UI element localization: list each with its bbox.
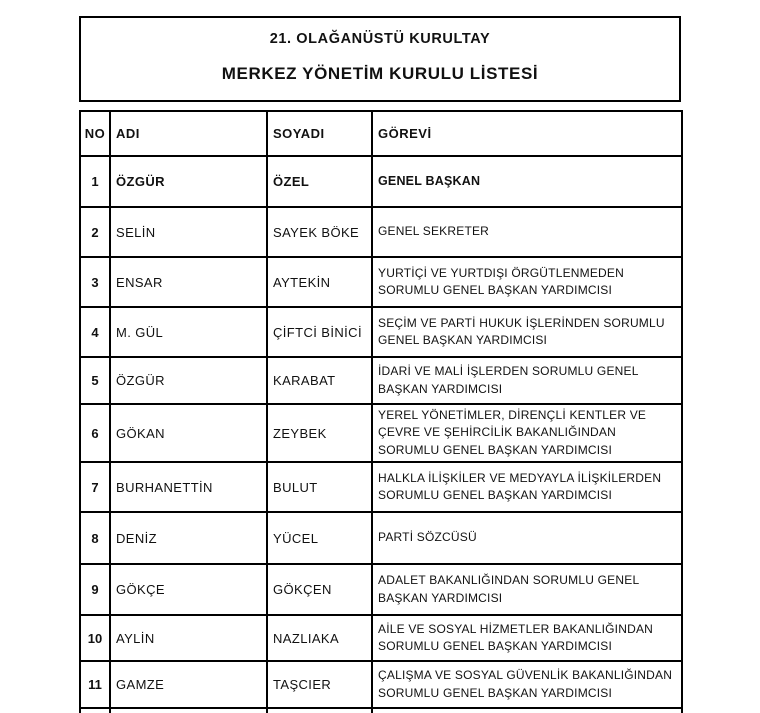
first-name: ENSAR: [110, 257, 267, 307]
table-body: [80, 156, 682, 713]
duty: YEREL YÖNETİMLER, DİRENÇLİ KENTLER VE ÇEVRE VE ŞEHİRCİLİK BAKANLIĞINDAN SORUMLU GENEL BAŞKAN YARDIMCISI: [372, 404, 682, 462]
duty: GENEL SEKRETER: [372, 207, 682, 257]
row-number: 6: [80, 404, 110, 462]
row-number: [80, 708, 110, 713]
table-row: [80, 462, 682, 512]
duty: PARTİ SÖZCÜSÜ: [372, 512, 682, 564]
table-row: [80, 156, 682, 207]
duty: ADALET BAKANLIĞINDAN SORUMLU GENEL BAŞKAN YARDIMCISI: [372, 564, 682, 615]
first-name: AYLİN: [110, 615, 267, 661]
table-row: [80, 207, 682, 257]
row-number: 7: [80, 462, 110, 512]
first-name: GÖKAN: [110, 404, 267, 462]
first-name: BURHANETTİN: [110, 462, 267, 512]
table-row: [80, 661, 682, 708]
column-header-adi: ADI: [110, 111, 267, 156]
duty: SEÇİM VE PARTİ HUKUK İŞLERİNDEN SORUMLU GENEL BAŞKAN YARDIMCISI: [372, 307, 682, 357]
congress-title: 21. OLAĞANÜSTÜ KURULTAY: [269, 31, 491, 47]
duty: HALKLA İLİŞKİLER VE MEDYAYLA İLİŞKİLERDEN SORUMLU GENEL BAŞKAN YARDIMCISI: [372, 462, 682, 512]
first-name: GÖKÇE: [110, 564, 267, 615]
row-number: 5: [80, 357, 110, 404]
first-name: GAMZE: [110, 661, 267, 708]
row-number: 11: [80, 661, 110, 708]
list-title: MERKEZ YÖNETİM KURULU LİSTESİ: [221, 64, 539, 83]
table-row: [80, 404, 682, 462]
last-name: YÜCEL: [267, 512, 372, 564]
last-name: GÖKÇEN: [267, 564, 372, 615]
row-number: 3: [80, 257, 110, 307]
table-header: [80, 111, 682, 156]
table-row: [80, 307, 682, 357]
row-number: 9: [80, 564, 110, 615]
table-row: [80, 564, 682, 615]
last-name: ÖZEL: [267, 156, 372, 207]
table-row: [80, 512, 682, 564]
table-row: [80, 615, 682, 661]
table-row: [80, 357, 682, 404]
last-name: BULUT: [267, 462, 372, 512]
last-name: SAYEK BÖKE: [267, 207, 372, 257]
row-number: 2: [80, 207, 110, 257]
last-name: ZEYBEK: [267, 404, 372, 462]
duty: İDARİ VE MALİ İŞLERDEN SORUMLU GENEL BAŞKAN YARDIMCISI: [372, 357, 682, 404]
row-number: 4: [80, 307, 110, 357]
column-header-soyadi: SOYADI: [267, 111, 372, 156]
first-name: DENİZ: [110, 512, 267, 564]
last-name: ÇİFTCİ BİNİCİ: [267, 307, 372, 357]
last-name: NAZLIAKA: [267, 615, 372, 661]
last-name: TAŞCIER: [267, 661, 372, 708]
row-number: 10: [80, 615, 110, 661]
table-header-row: [80, 111, 682, 156]
first-name: SELİN: [110, 207, 267, 257]
first-name: ÖZGÜR: [110, 357, 267, 404]
column-header-no: NO: [80, 111, 110, 156]
last-name: KARABAT: [267, 357, 372, 404]
last-name: AYTEKİN: [267, 257, 372, 307]
row-number: 1: [80, 156, 110, 207]
last-name: [267, 708, 372, 713]
document-header: [79, 16, 681, 102]
table-row-partial: [80, 708, 682, 713]
duty: GENEL BAŞKAN: [372, 156, 682, 207]
duty: YURTİÇİ VE YURTDIŞI ÖRGÜTLENMEDEN SORUMLU GENEL BAŞKAN YARDIMCISI: [372, 257, 682, 307]
table-row: [80, 257, 682, 307]
first-name: [110, 708, 267, 713]
first-name: ÖZGÜR: [110, 156, 267, 207]
duty: ÇALIŞMA VE SOSYAL GÜVENLİK BAKANLIĞINDAN SORUMLU GENEL BAŞKAN YARDIMCISI: [372, 661, 682, 708]
row-number: 8: [80, 512, 110, 564]
duty: [372, 708, 682, 713]
board-members-table: [79, 110, 683, 713]
duty: AİLE VE SOSYAL HİZMETLER BAKANLIĞINDAN SORUMLU GENEL BAŞKAN YARDIMCISI: [372, 615, 682, 661]
column-header-gorevi: GÖREVİ: [372, 111, 682, 156]
first-name: M. GÜL: [110, 307, 267, 357]
